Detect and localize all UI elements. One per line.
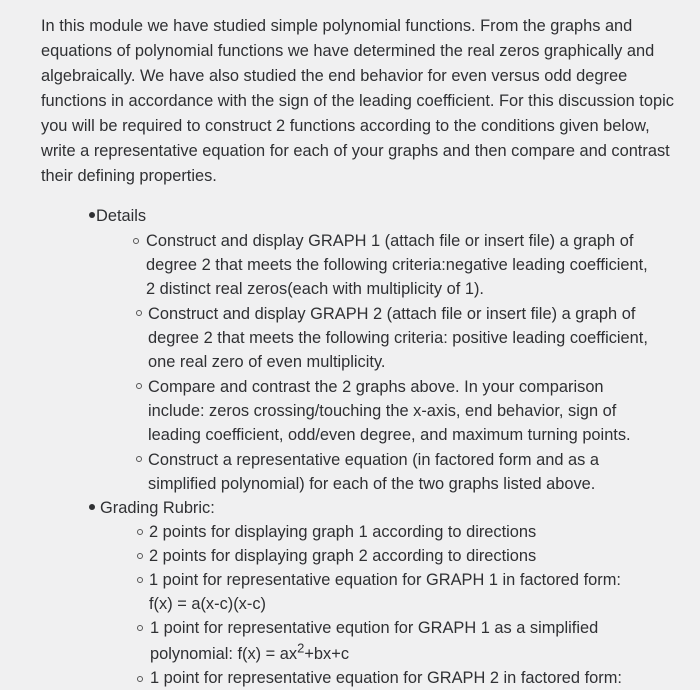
- details-item-4: Construct a representative equation (in factored form and as a simplified polynomial) for each of the two graphs listed above.: [148, 451, 599, 493]
- sub-bullet: [137, 553, 143, 559]
- sub-bullet: [137, 529, 143, 535]
- rubric-item-2: 2 points for displaying graph 2 according to directions: [149, 547, 537, 565]
- sub-bullet: [137, 577, 143, 583]
- rubric-heading: Grading Rubric:: [100, 499, 215, 517]
- intro-paragraph: In this module we have studied simple polynomial functions. From the graphs and equations of polynomial functions we have determined the real zeros graphically and algebraically. We have also studied the end behavior for even versus odd degree functions in accordance with the sign of the leading coefficient. For this discussion topic you will be required to construct 2 functions according to the conditions given below, write a representative equation for each of your graphs and then compare and contrast their defining properties.: [41, 17, 674, 185]
- details-heading: Details: [96, 207, 147, 225]
- rubric-item-5: 1 point for representative equation for GRAPH 2 in factored form:: [150, 669, 622, 687]
- sub-bullet: [133, 238, 139, 244]
- bullet-dot: [89, 504, 95, 510]
- sub-bullet: [137, 625, 143, 631]
- details-item-3: Compare and contrast the 2 graphs above. In your comparison include: zeros crossing/touching the x-axis, end behavior, sign of leading coefficient, odd/even degree, and maximum turning points.: [148, 378, 631, 444]
- rubric-item-4-tail: +bx+c: [304, 645, 350, 663]
- rubric-item-4-text: 1 point for representative eqution for GRAPH 1 as a simplified polynomial: f(x) = ax: [150, 619, 599, 663]
- sub-bullet: [137, 676, 143, 682]
- rubric-item-1: 2 points for displaying graph 1 according to directions: [149, 523, 537, 541]
- sub-bullet: [136, 383, 142, 389]
- rubric-item-4: [150, 615, 630, 667]
- details-item-1: Construct and display GRAPH 1 (attach file or insert file) a graph of degree 2 that meets the following criteria:negative leading coefficient, 2 distinct real zeros(each with multiplicity of 1).: [146, 232, 648, 298]
- exponent: 2: [297, 640, 305, 656]
- bullet-dot: [89, 212, 95, 218]
- details-item-2: Construct and display GRAPH 2 (attach file or insert file) a graph of degree 2 that meets the following criteria: positive leading coefficient, one real zero of even multiplicity.: [148, 305, 648, 371]
- rubric-item-3: 1 point for representative equation for GRAPH 1 in factored form: f(x) = a(x-c)(x-c): [149, 571, 621, 613]
- sub-bullet: [136, 456, 142, 462]
- sub-bullet: [136, 310, 142, 316]
